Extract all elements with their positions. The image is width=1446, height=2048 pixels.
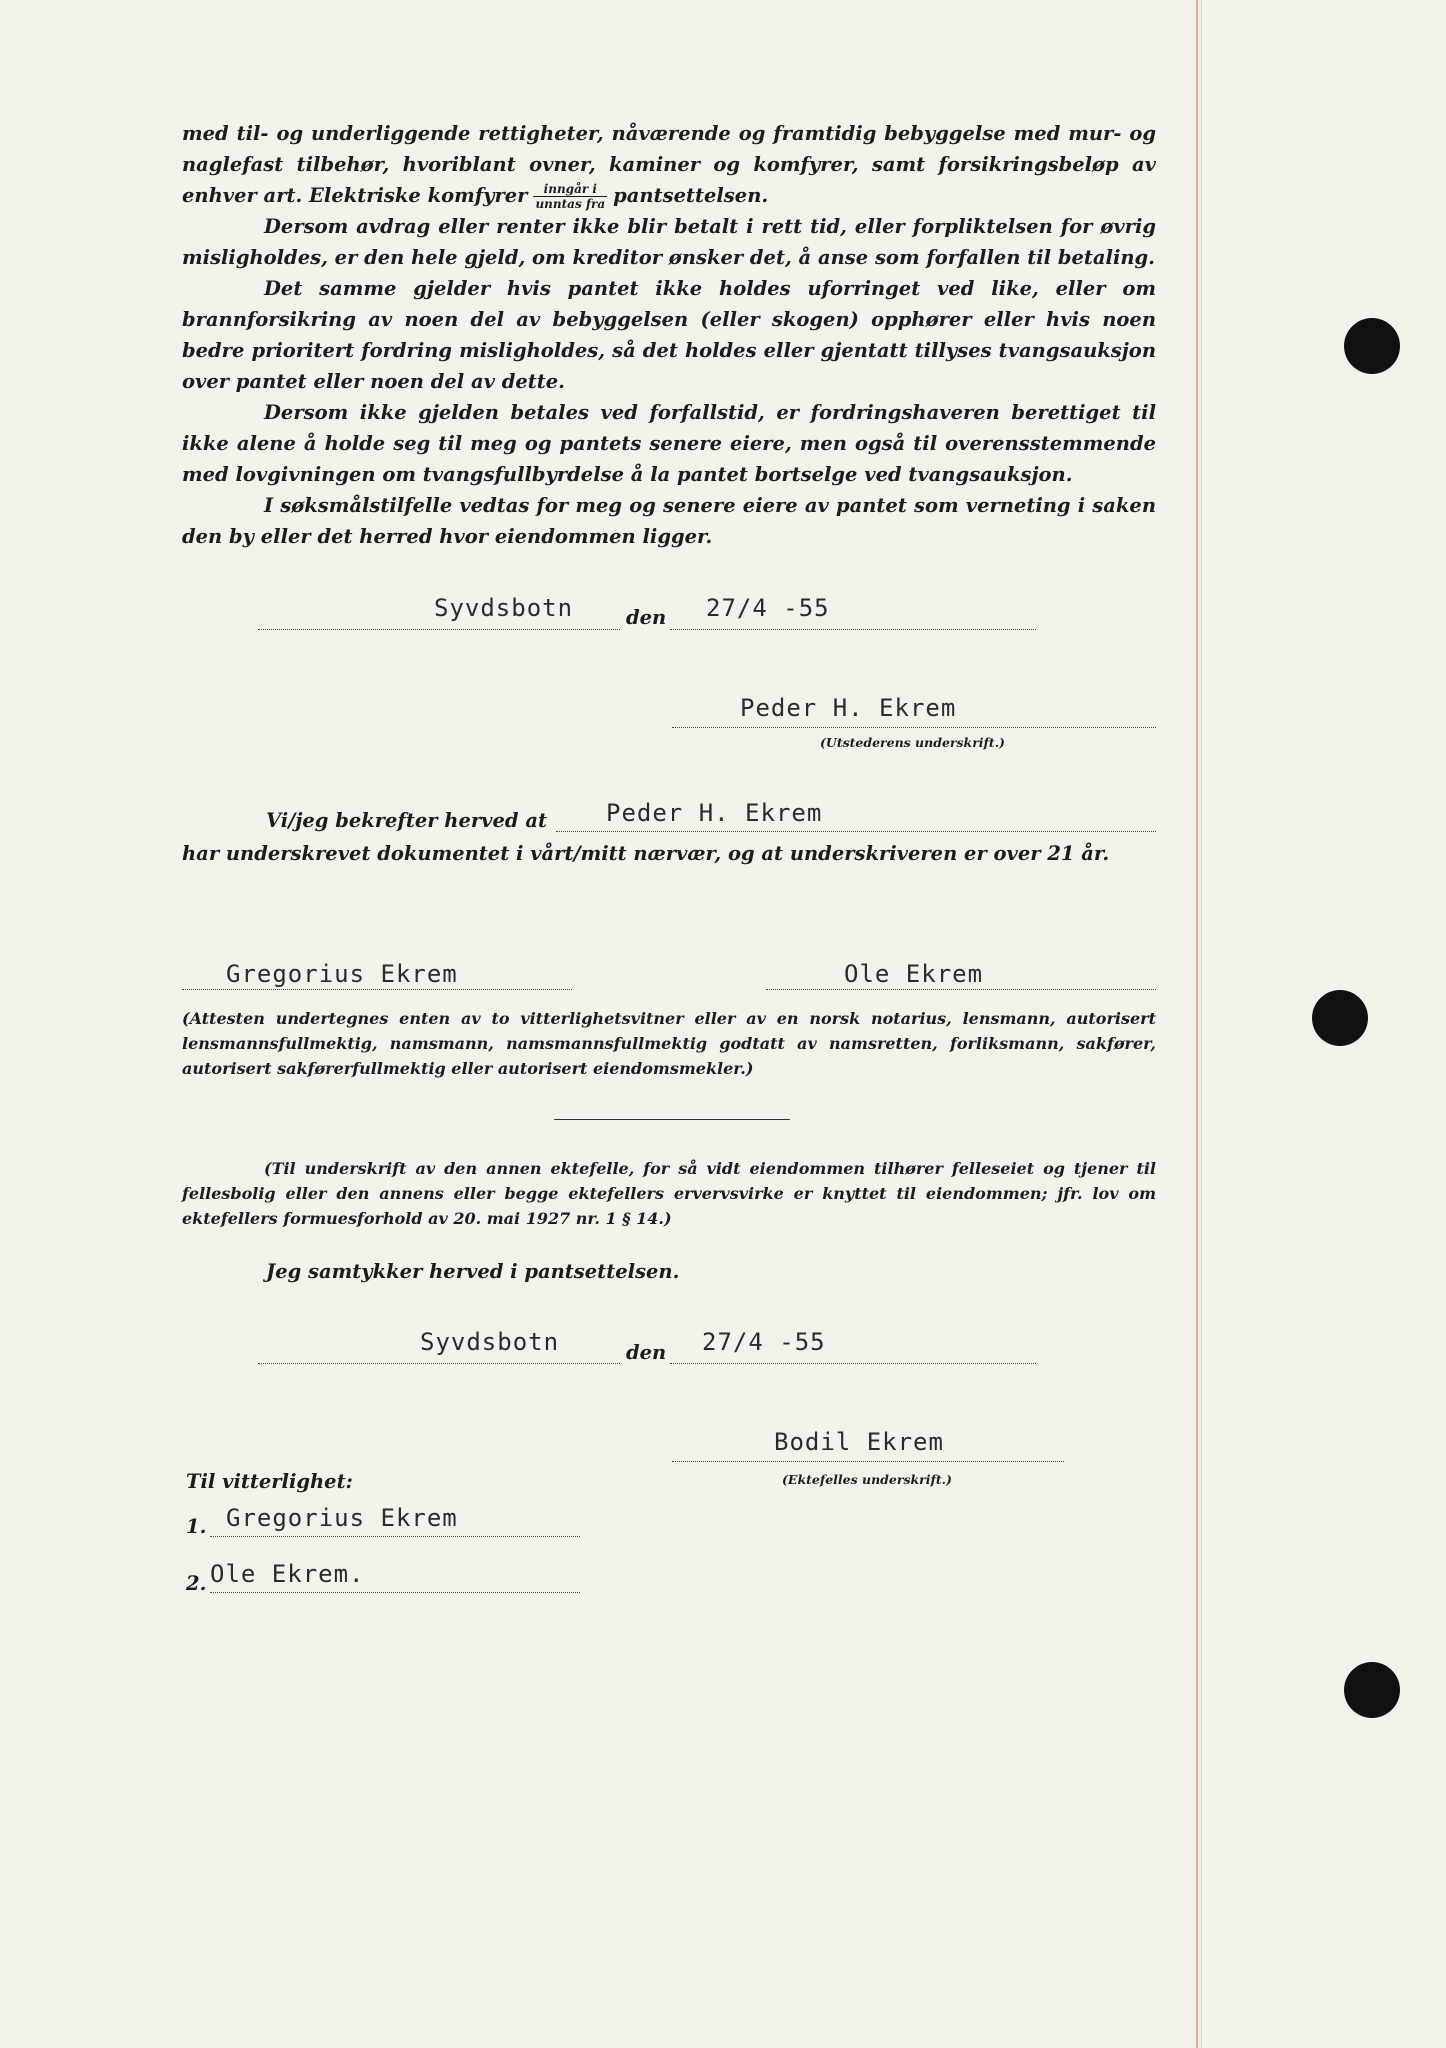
issuer-caption: (Utstederens underskrift.) (820, 735, 1005, 750)
signing-place: Syvdsbotn (434, 594, 574, 622)
witness-1-line (182, 989, 572, 990)
contract-p1-end: pantsettelsen. (613, 184, 769, 207)
confirm-name: Peder H. Ekrem (606, 799, 823, 827)
spouse-note: (Til underskrift av den annen ektefelle, for så vidt eiendommen tilhører felleseiet og tjener til fellesbolig eller den annens eller begge ektefellers ervervsvirke er knyttet til eiendommen; jfr. lov om ektefellers formuesforhold av 20. mai 1927 nr. 1 § 14.) (182, 1159, 1156, 1228)
attestation-note: (Attesten undertegnes enten av to vitterlighetsvitner eller av en norsk notarius, lensmann, autorisert lensmannsfullmektig, namsmann, namsmannsfullmektig godtatt av namsretten, forliksmann, sakfører, autorisert sakførerfullmektig eller autorisert eiendomsmekler.) (182, 1009, 1156, 1078)
spouse-signing-date: 27/4 -55 (702, 1328, 826, 1356)
spouse-witness-2: Ole Ekrem. (210, 1560, 365, 1588)
witness-num-2: 2. (186, 1572, 207, 1595)
witness-heading: Til vitterlighet: (186, 1470, 353, 1493)
witness-num-1: 1. (186, 1515, 207, 1538)
spouse-signature: Bodil Ekrem (774, 1428, 944, 1456)
fraction-top: inngår i (533, 182, 607, 197)
contract-paragraph-3: Det samme gjelder hvis pantet ikke holdes uforringet ved like, eller om brannforsikring av noen del av bebyggelsen (eller skogen) opphører eller hvis noen bedre prioritert fordring misligholdes, så det holdes eller gjentatt tillyses tvangsauksjon over pantet eller noen del av dette. (182, 277, 1156, 393)
witness-2-signature: Ole Ekrem (844, 960, 984, 988)
spouse-witness-2-line (210, 1592, 580, 1593)
fraction-choice (533, 182, 607, 211)
fraction-bottom: unntas fra (535, 197, 606, 211)
contract-p1-text: med til- og underliggende rettigheter, nåværende og framtidig bebyggelse med mur- og naglefast tilbehør, hvoriblant ovner, kaminer og komfyrer, samt forsikringsbeløp av enhver art. Elektriske komfyrer (182, 122, 1156, 207)
issuer-signature-line (672, 727, 1156, 728)
spouse-date-line (670, 1363, 1036, 1364)
confirm-label: Vi/jeg bekrefter herved at (266, 809, 547, 832)
date-line (670, 629, 1036, 630)
contract-paragraph-4: Dersom ikke gjelden betales ved forfallstid, er fordringshaveren berettiget til ikke alene å holde seg til meg og pantets senere eiere, men også til overensstemmende med lovgivningen om tvangsfullbyrdelse å la pantet bortselge ved tvangsauksjon. (182, 401, 1156, 486)
spouse-place-line (258, 1363, 620, 1364)
separator-line (554, 1119, 790, 1120)
spouse-signature-line (672, 1461, 1064, 1462)
place-line (258, 629, 620, 630)
spouse-caption: (Ektefelles underskrift.) (782, 1472, 952, 1487)
den-label: den (626, 606, 667, 629)
signing-date: 27/4 -55 (706, 594, 830, 622)
punch-hole-middle (1312, 990, 1368, 1046)
confirm-line (556, 831, 1156, 832)
spouse-witness-1-line (210, 1536, 580, 1537)
consent-text: Jeg samtykker herved i pantsettelsen. (266, 1260, 680, 1283)
witness-1-signature: Gregorius Ekrem (226, 960, 458, 988)
issuer-signature: Peder H. Ekrem (740, 694, 957, 722)
contract-paragraph-5: I søksmålstilfelle vedtas for meg og senere eiere av pantet som verneting i saken den by eller det herred hvor eiendommen ligger. (182, 494, 1156, 548)
punch-hole-bottom (1344, 1662, 1400, 1718)
witness-2-line (766, 989, 1156, 990)
contract-text (182, 118, 1156, 552)
margin-line-shadow (1201, 0, 1202, 2048)
contract-paragraph-2: Dersom avdrag eller renter ikke blir betalt i rett tid, eller forpliktelsen for øvrig misligholdes, er den hele gjeld, om kreditor ønsker det, å anse som forfallen til betaling. (182, 215, 1156, 269)
punch-hole-top (1344, 318, 1400, 374)
margin-line (1196, 0, 1198, 2048)
spouse-den-label: den (626, 1341, 667, 1364)
spouse-signing-place: Syvdsbotn (420, 1328, 560, 1356)
contract-paragraph-1 (182, 118, 1156, 211)
spouse-witness-1: Gregorius Ekrem (226, 1504, 458, 1532)
confirm-text: har underskrevet dokumentet i vårt/mitt nærvær, og at underskriveren er over 21 år. (182, 842, 1110, 865)
